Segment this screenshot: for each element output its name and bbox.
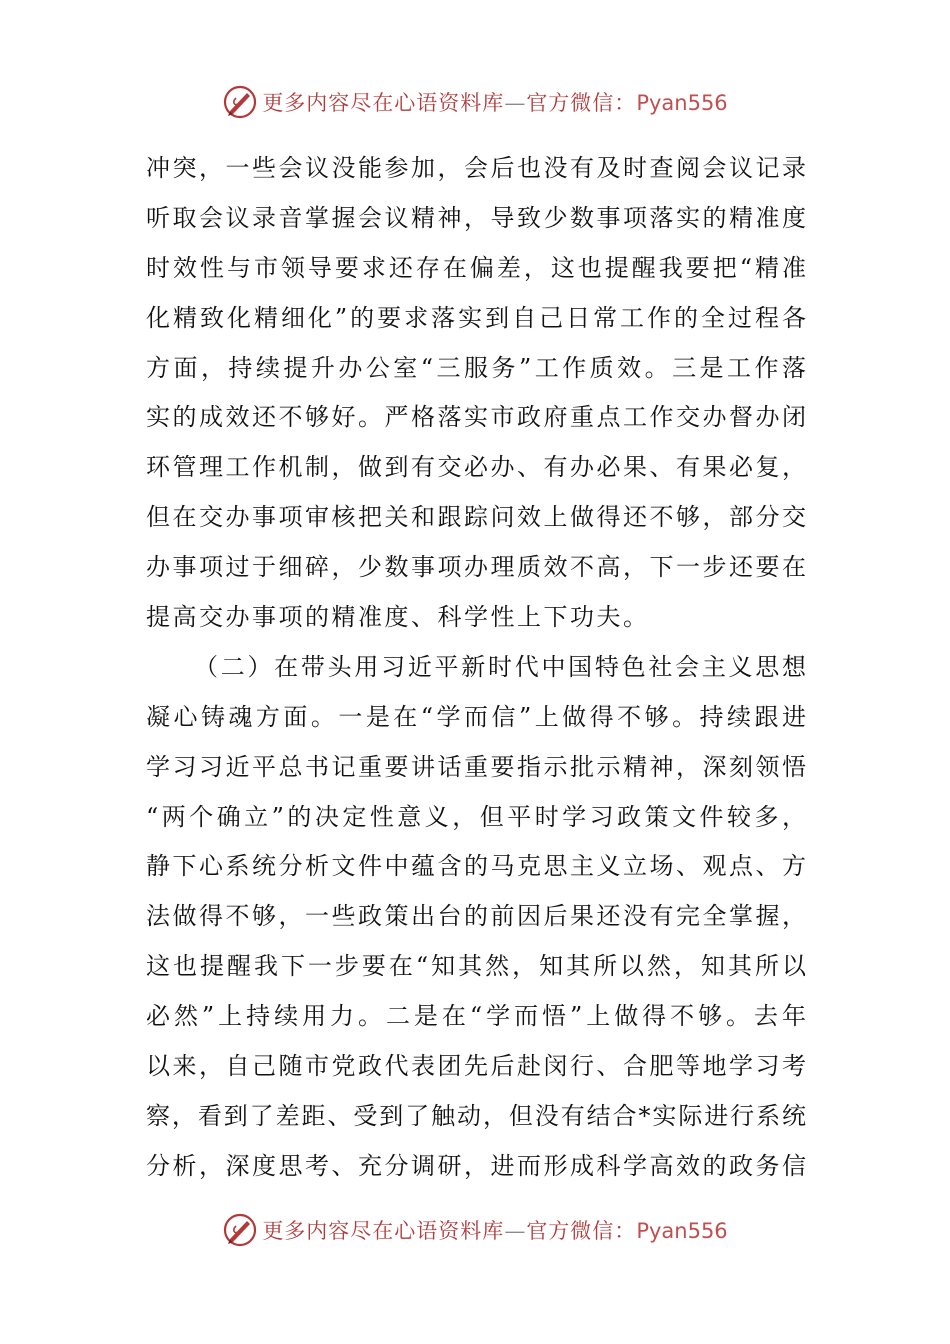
text-line: 必然”上持续用力。二是在“学而悟”上做得不够。去年: [146, 1002, 806, 1031]
text-line: 方面，持续提升办公室“三服务”工作质效。三是工作落: [146, 353, 806, 382]
document-body: [146, 144, 806, 1192]
pen-logo-icon: [222, 84, 258, 120]
text-line: 法做得不够，一些政策出台的前因后果还没有完全掌握，: [146, 902, 806, 931]
text-line: 这也提醒我下一步要在“知其然，知其所以然，知其所以: [146, 952, 806, 981]
text-line: 实的成效还不够好。严格落实市政府重点工作交办督办闭: [146, 403, 806, 432]
text-line: 学习习近平总书记重要讲话重要指示批示精神，深刻领悟: [146, 752, 806, 781]
text-line: 环管理工作机制，做到有交必办、有办必果、有果必复，: [146, 453, 806, 482]
footer-banner: [0, 1208, 950, 1252]
text-line: 分析，深度思考、充分调研，进而形成科学高效的政务信: [146, 1151, 806, 1180]
header-banner: [0, 80, 950, 124]
text-line: 化精致化精细化”的要求落实到自己日常工作的全过程各: [146, 303, 806, 332]
text-line: 凝心铸魂方面。一是在“学而信”上做得不够。持续跟进: [146, 702, 806, 731]
paragraph-heading-line: （二）在带头用习近平新时代中国特色社会主义思想: [194, 652, 806, 681]
footer-wechat-id: Pyan556: [636, 1219, 728, 1243]
text-line: 提高交办事项的精准度、科学性上下功夫。: [146, 603, 650, 632]
footer-banner-text: 更多内容尽在心语资料库—官方微信：Pyan556: [262, 1219, 728, 1243]
text-line: 以来，自己随市党政代表团先后赴闵行、合肥等地学习考: [146, 1052, 806, 1081]
pen-logo-icon: [222, 1212, 258, 1248]
text-line: 办事项过于细碎，少数事项办理质效不高，下一步还要在: [146, 553, 806, 582]
text-line: 但在交办事项审核把关和跟踪问效上做得还不够，部分交: [146, 503, 806, 532]
text-line: 听取会议录音掌握会议精神，导致少数事项落实的精准度: [146, 203, 806, 232]
header-wechat-id: Pyan556: [636, 91, 728, 115]
text-line: 静下心系统分析文件中蕴含的马克思主义立场、观点、方: [146, 852, 806, 881]
text-line: 时效性与市领导要求还存在偏差，这也提醒我要把“精准: [146, 253, 806, 282]
text-line: 察，看到了差距、受到了触动，但没有结合*实际进行系统: [146, 1101, 806, 1130]
text-line: 冲突，一些会议没能参加，会后也没有及时查阅会议记录: [146, 154, 806, 182]
header-banner-text: 更多内容尽在心语资料库—官方微信：Pyan556: [262, 91, 728, 115]
text-line: “两个确立”的决定性意义，但平时学习政策文件较多，: [146, 802, 806, 831]
